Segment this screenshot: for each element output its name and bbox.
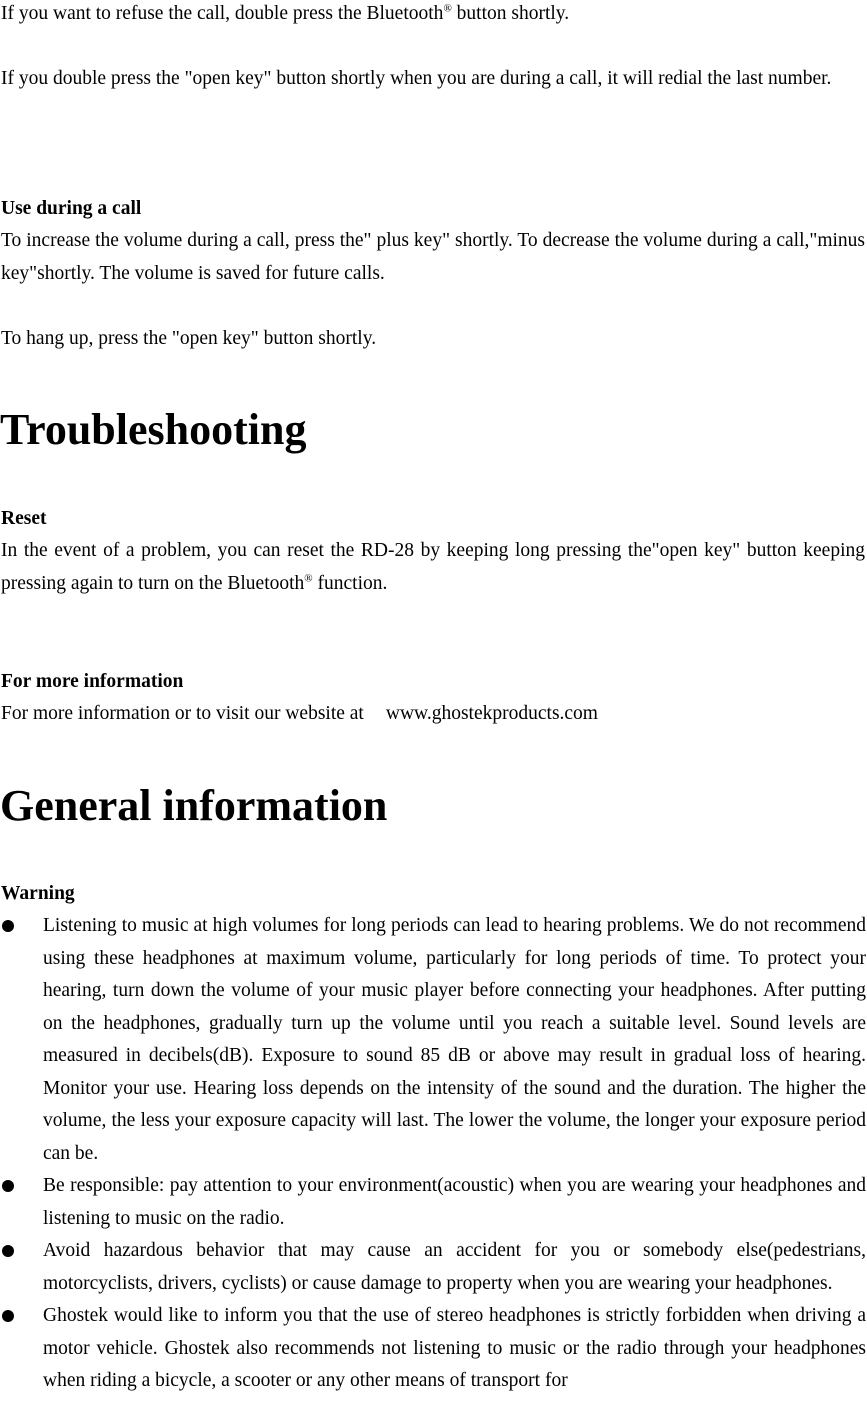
registered-mark: ® — [443, 2, 452, 15]
more-info-heading: For more information — [1, 671, 184, 692]
website-link[interactable]: www.ghostekproducts.com — [385, 703, 598, 724]
list-item-text: Ghostek would like to inform you that the use of stereo headphones is strictly forbidden when driving a motor vehicle. Ghostek also recommends not listening to music or the radio through your headphones when riding a bicycle, a scooter or any other means of transport for — [43, 1305, 866, 1391]
bullet-icon — [2, 920, 14, 932]
troubleshooting-title: Troubleshooting — [0, 405, 307, 454]
warning-heading: Warning — [1, 883, 75, 904]
bullet-icon — [2, 1310, 14, 1322]
registered-mark: ® — [304, 572, 313, 584]
bullet-icon — [2, 1245, 14, 1257]
reset-heading: Reset — [1, 508, 47, 529]
reset-paragraph — [1, 535, 865, 600]
warning-list — [0, 910, 866, 1398]
refuse-call-text-end: button shortly. — [451, 3, 570, 24]
list-item — [0, 910, 866, 1170]
reset-text: In the event of a problem, you can reset the RD-28 by keeping long pressing the"open key" button keeping pressing again to turn on the Bluetooth — [1, 540, 865, 594]
redial-paragraph: If you double press the "open key" button shortly when you are during a call, it will redial the last number. — [1, 68, 832, 89]
refuse-call-text: If you want to refuse the call, double press the Bluetooth — [1, 3, 444, 24]
reset-text-end: function. — [312, 572, 388, 594]
hangup-paragraph: To hang up, press the "open key" button shortly. — [1, 328, 377, 349]
bullet-icon — [2, 1180, 14, 1192]
list-item — [0, 1235, 866, 1300]
list-item-text: Be responsible: pay attention to your environment(acoustic) when you are wearing your headphones and listening to music on the radio. — [43, 1175, 866, 1229]
list-item-text: Listening to music at high volumes for long periods can lead to hearing problems. We do not recommend using these headphones at maximum volume, particularly for long periods of time. To protect your hearing, turn down the volume of your music player before connecting your headphones. After putting on the headphones, gradually turn up the volume until you reach a suitable level. Sound levels are measured in decibels(dB). Exposure to sound 85 dB or above may result in gradual loss of hearing. Monitor your use. Hearing loss depends on the intensity of the sound and the duration. The higher the volume, the less your exposure capacity will last. The lower the volume, the longer your exposure period can be. — [43, 915, 866, 1164]
list-item-text: Avoid hazardous behavior that may cause an accident for you or somebody else(pedestrians, motorcyclists, drivers, cyclists) or cause damage to property when you are wearing your headphones. — [43, 1240, 866, 1294]
more-info-text: For more information or to visit our website at — [1, 703, 364, 724]
more-info-paragraph — [1, 698, 865, 731]
volume-paragraph: To increase the volume during a call, press the" plus key" shortly. To decrease the volume during a call,"minus key"shortly. The volume is saved for future calls. — [1, 230, 865, 284]
general-information-title: General information — [0, 781, 388, 830]
list-item — [0, 1170, 866, 1235]
refuse-call-paragraph — [1, 0, 865, 31]
use-during-call-heading: Use during a call — [1, 198, 142, 219]
list-item — [0, 1300, 866, 1398]
